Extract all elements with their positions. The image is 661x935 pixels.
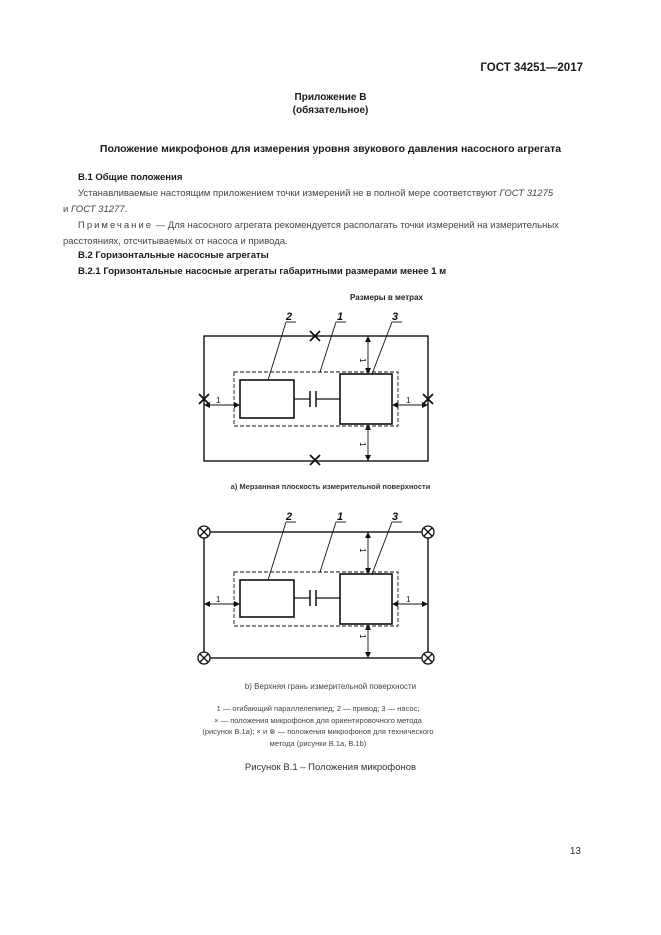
caption-b: b) Верхняя грань измерительной поверхности: [244, 682, 417, 691]
legend-line-4: метода (рисунки В.1а, В.1b): [269, 738, 367, 748]
diagram-b: [198, 522, 434, 664]
dim-bottom-a: 1: [358, 442, 367, 447]
dim-bottom-b: 1: [358, 634, 367, 639]
para-end: .: [124, 204, 128, 215]
main-title: Положение микрофонов для измерения уровня звукового давления насосного агрегата: [99, 143, 562, 155]
label-3-b: 3: [392, 511, 399, 523]
label-2-b: 2: [286, 511, 293, 523]
ref-gost-31275: ГОСТ 31275: [499, 188, 554, 199]
dims-note: Размеры в метрах: [350, 293, 423, 302]
appendix-title: Приложение В: [294, 92, 367, 103]
para-and: и: [63, 204, 71, 215]
pump-box-b: [340, 574, 392, 624]
note-label: Примечание: [78, 220, 153, 231]
standard-number: ГОСТ 34251—2017: [480, 62, 583, 74]
appendix-subtitle: (обязательное): [292, 105, 369, 116]
legend-line-2: × — положения микрофонов для ориентировочного метода: [214, 715, 422, 725]
dim-left-b: 1: [216, 595, 221, 604]
diagram-a: [199, 322, 433, 465]
section-b2-heading: В.2 Горизонтальные насосные агрегаты: [78, 250, 269, 261]
ref-gost-31277: ГОСТ 31277: [70, 204, 125, 215]
figure-title: Рисунок В.1 – Положения микрофонов: [244, 762, 417, 773]
note-text: — Для насосного агрегата рекомендуется располагать точки измерений на измерительных расстояниях, отсчитываемых от насоса и привода.: [63, 220, 559, 247]
figure-legend: [168, 703, 468, 749]
section-b1-heading: В.1 Общие положения: [78, 172, 183, 183]
caption-a: a) Мерзанная плоскость измерительной поверхности: [230, 482, 431, 491]
label-2-a: 2: [286, 311, 293, 323]
dim-top-a: 1: [358, 358, 367, 363]
dim-left-a: 1: [216, 396, 221, 405]
page-number: 13: [569, 846, 581, 857]
section-b21-heading: В.2.1 Горизонтальные насосные агрегаты габаритными размерами менее 1 м: [78, 266, 447, 277]
legend-line-1: 1 — огибающий параллелепипед; 2 — привод; 3 — насос;: [216, 704, 420, 713]
label-1-b: 1: [337, 511, 344, 523]
legend-line-3: (рисунок В.1а); × и ⊗ — положения микрофонов для технического: [202, 727, 434, 736]
para-text: Устанавливаемые настоящим приложением точки измерений не в полной мере соответствуют: [78, 188, 500, 199]
drive-box-a: [240, 380, 294, 418]
drive-box-b: [240, 580, 294, 617]
dim-right-a: 1: [406, 396, 411, 405]
dim-right-b: 1: [406, 595, 411, 604]
pump-box-a: [340, 374, 392, 424]
dim-top-b: 1: [358, 548, 367, 553]
label-1-a: 1: [337, 311, 344, 323]
label-3-a: 3: [392, 311, 399, 323]
